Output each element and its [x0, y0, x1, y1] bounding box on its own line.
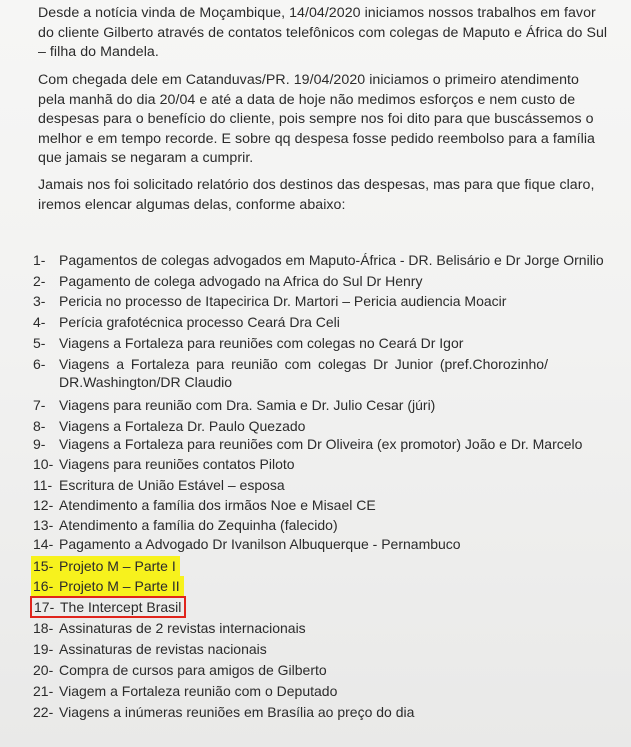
expense-text: The Intercept Brasil	[60, 599, 182, 615]
highlighted-marker	[31, 576, 184, 596]
red-box-annotation	[30, 596, 186, 618]
intro-paragraph-3: Jamais nos foi solicitado relatório dos destinos das despesas, mas para que fique claro, iremos elencar algumas delas, conforme abaixo:	[38, 177, 595, 213]
expense-item-21	[33, 682, 613, 700]
expense-item-17	[33, 598, 613, 616]
expense-number: 14-	[33, 536, 54, 552]
expense-number: 9-	[33, 436, 46, 452]
expense-item-4	[33, 313, 613, 331]
expense-number: 5-	[33, 335, 46, 351]
expense-number: 1-	[33, 252, 46, 268]
intro-paragraph-1: Desde a notícia vinda de Moçambique, 14/04/2020 iniciamos nossos trabalhos em favor do cliente Gilberto através de contatos telefônicos com colegas de Maputo e África do Sul – filha do Mandela.	[38, 5, 608, 60]
expense-text: Viagens para reunião com Dra. Samia e Dr. Julio Cesar (júri)	[59, 397, 436, 413]
expense-text: Perícia grafotécnica processo Ceará Dra Celi	[59, 314, 340, 330]
expense-number: 20-	[33, 662, 54, 678]
expense-text: Viagens a Fortaleza Dr. Paulo Quezado	[59, 418, 306, 434]
expense-text: Atendimento a família dos irmãos Noe e Misael CE	[59, 497, 376, 513]
expense-text: Pagamento de colega advogado na Africa do Sul Dr Henry	[59, 272, 423, 289]
expense-number: 7-	[33, 397, 46, 413]
expense-item-13	[33, 516, 613, 534]
expense-item-22	[33, 703, 613, 721]
expense-text: Compra de cursos para amigos de Gilberto	[59, 662, 327, 678]
expense-item-8	[33, 417, 613, 435]
expense-text: Viagens para reuniões contatos Piloto	[59, 456, 295, 472]
expense-item-5	[33, 334, 613, 352]
expense-number: 17-	[34, 599, 55, 615]
expense-number: 22-	[33, 704, 54, 720]
expense-item-19	[33, 640, 613, 658]
expense-item-20	[33, 661, 613, 679]
expense-item-18	[33, 619, 613, 637]
expense-number: 21-	[33, 683, 54, 699]
expense-item-7	[33, 396, 613, 414]
expense-text: Pagamentos de colegas advogados em Maputo-África - DR. Belisário e Dr Jorge Ornilio	[59, 252, 604, 268]
expense-item-11	[33, 476, 613, 494]
expense-text: Escritura de União Estável – esposa	[59, 477, 285, 493]
expense-number: 3-	[33, 293, 46, 309]
expense-item-1	[33, 251, 613, 269]
expense-number: 10-	[33, 456, 54, 472]
expense-text: Pagamento a Advogado Dr Ivanilson Albuquerque - Pernambuco	[59, 536, 461, 552]
expense-number: 6-	[33, 356, 46, 372]
expense-text: Viagens a inúmeras reuniões em Brasília ao preço do dia	[59, 704, 415, 720]
expense-number: 12-	[33, 497, 54, 513]
expense-number: 18-	[33, 620, 54, 636]
expense-item-12	[33, 496, 613, 514]
expense-text: Viagem a Fortaleza reunião com o Deputado	[59, 683, 338, 699]
expense-number: 15-	[33, 558, 54, 574]
expense-item-16	[33, 577, 613, 595]
expense-item-10	[33, 455, 613, 473]
expense-number: 16-	[33, 578, 54, 594]
expense-item-3	[33, 292, 613, 310]
expense-number: 2-	[33, 272, 46, 289]
intro-paragraph-2: Com chegada dele em Catanduvas/PR. 19/04/2020 iniciamos o primeiro atendimento pela manhã do dia 20/04 e até a data de hoje não medimos esforços e nem custo de despesas para o benefício do cliente, pois sempre nos foi dito para que buscássemos o melhor e em tempo recorde. E sobre qq despesa fosse pedido reembolso para a família que jamais se negaram a cumprir.	[38, 72, 595, 166]
expense-number: 11-	[33, 477, 53, 493]
expense-item-14	[33, 535, 613, 553]
expense-number: 4-	[33, 314, 46, 330]
expense-text: Pericia no processo de Itapecirica Dr. Martori – Pericia audiencia Moacir	[59, 293, 507, 309]
expense-text: Projeto M – Parte II	[59, 578, 180, 594]
expense-text-line2: DR.Washington/DR Claudio	[59, 374, 232, 390]
expense-text: Assinaturas de revistas nacionais	[59, 641, 267, 657]
expense-number: 13-	[33, 517, 54, 533]
expense-item-15	[33, 557, 613, 575]
expense-text: Projeto M – Parte I	[59, 558, 176, 574]
expense-number: 19-	[33, 641, 54, 657]
expense-item-6	[33, 355, 613, 391]
expense-text: Atendimento a família do Zequinha (falecido)	[59, 517, 338, 533]
expense-text-line1: Viagens a Fortaleza para reunião com colegas Dr Junior (pref.Chorozinho/	[59, 356, 548, 372]
expense-item-9	[33, 435, 613, 453]
expense-number: 8-	[33, 418, 46, 434]
expense-item-2	[33, 272, 613, 290]
expense-text: Viagens a Fortaleza para reuniões com Dr Oliveira (ex promotor) João e Dr. Marcelo	[59, 436, 583, 452]
highlighted-marker	[31, 556, 180, 576]
expense-text: Viagens a Fortaleza para reuniões com colegas no Ceará Dr Igor	[59, 335, 464, 351]
expense-text: Assinaturas de 2 revistas internacionais	[59, 620, 306, 636]
